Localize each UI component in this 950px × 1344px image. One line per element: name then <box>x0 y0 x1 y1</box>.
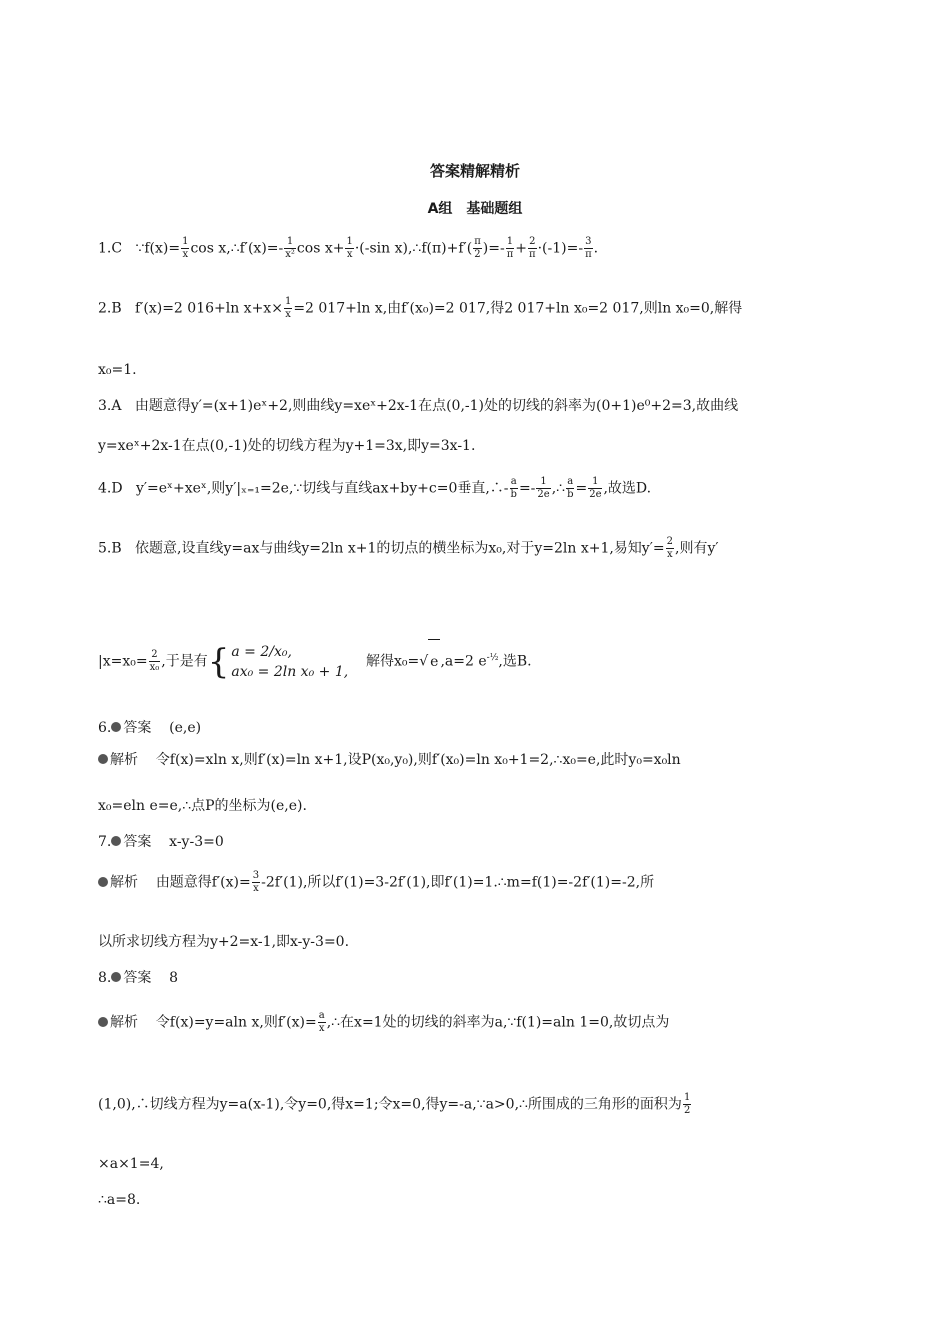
answer-8-line-4: ∴a=8. <box>98 1192 141 1208</box>
text: ,则有y′ <box>675 540 719 557</box>
analysis-icon <box>98 754 108 764</box>
fraction: $\frac{2}{\text{x₀}}$ <box>149 649 160 674</box>
answer-6 <box>98 718 858 738</box>
answer-3 <box>98 396 858 416</box>
answer-value: x-y-3=0 <box>169 834 224 850</box>
fraction: $\frac{1}{x}$ <box>346 236 353 260</box>
answer-number: 5.B <box>98 540 122 557</box>
answer-number: 6. <box>98 720 112 736</box>
answer-8-line-3: ×a×1=4, <box>98 1156 164 1172</box>
answer-7 <box>98 832 858 852</box>
answer-number: 4.D <box>98 480 123 497</box>
fraction: $\frac{2}{\pi}$ <box>529 236 536 260</box>
answer-2 <box>98 296 858 321</box>
equation: a = 2/x₀, <box>231 643 292 660</box>
sqrt-symbol: √ <box>419 653 429 670</box>
base-e: e <box>478 653 487 670</box>
answer-number: 7. <box>98 834 112 850</box>
answer-6-line-2: x₀=eln e=e,∴点P的坐标为(e,e). <box>98 798 307 814</box>
text: ,故选D. <box>603 480 652 497</box>
text: ,∴在x=1处的切线的斜率为a,∵f(1)=aln 1=0,故切点为 <box>326 1014 670 1031</box>
answer-4 <box>98 476 858 501</box>
equation-system <box>231 642 348 682</box>
fraction: $\frac{1}{2}$ <box>683 1092 691 1116</box>
text: ·(-sin x),∴f(π)+f′ <box>354 240 467 257</box>
fraction: $\frac{3}{\pi}$ <box>585 236 592 260</box>
text: . <box>593 240 599 257</box>
text: 解得x₀= <box>366 653 420 670</box>
equation: ax₀ = 2ln x₀ + 1, <box>231 663 349 680</box>
fraction: $\frac{2}{x}$ <box>666 536 673 560</box>
text: (1,0),∴切线方程为y=a(x-1),令y=0,得x=1;令x=0,得y=-a,∵a>0,∴所围成的三角形的面积为 <box>98 1096 682 1113</box>
text: + <box>515 240 528 257</box>
fraction: $\frac{a}{x}$ <box>318 1010 325 1034</box>
sqrt-value: e <box>428 639 440 684</box>
text: 由题意得f′(x)= <box>155 874 251 891</box>
answer-icon <box>111 836 121 846</box>
answer-7-line-2: 以所求切线方程为y+2=x-1,即x-y-3=0. <box>98 934 350 950</box>
fraction: $\frac{1}{\text{x²}}$ <box>285 236 295 260</box>
analysis-label: 解析 <box>110 752 138 768</box>
answer-5-line-2 <box>98 636 858 686</box>
text: ,选B. <box>498 653 532 670</box>
fraction: $\frac{3}{x}$ <box>252 870 260 894</box>
fraction: $\frac{a}{b}$ <box>567 476 574 500</box>
text: -2f′(1),所以f′(1)=3-2f′(1),即f′(1)=1.∴m=f(1)=-2f′(1)=-2,所 <box>261 874 655 891</box>
fraction: $\frac{1}{x}$ <box>182 236 189 260</box>
text: y′=eˣ+xeˣ,则y′|ₓ₌₁=2e,∵切线与直线ax+by+c=0垂直,∴- <box>135 480 509 497</box>
answer-number: 3.A <box>98 398 122 414</box>
text: =- <box>518 480 536 497</box>
answer-number: 2.B <box>98 300 122 317</box>
answer-7-analysis <box>98 870 858 895</box>
text: f′(x)=2 016+ln x+x× <box>135 300 283 317</box>
text: cos x,∴f′(x)=- <box>190 240 284 257</box>
text: 令f(x)=y=aln x,则f′(x)= <box>155 1014 317 1031</box>
fraction: $\frac{a}{b}$ <box>510 476 517 500</box>
brace: { <box>207 641 230 682</box>
text: ,a=2 <box>440 653 474 670</box>
text: =- <box>488 240 505 257</box>
analysis-icon <box>98 1017 108 1027</box>
answer-2-line-2: x₀=1. <box>98 362 137 378</box>
answer-value: 8 <box>169 970 179 986</box>
exponent: -½ <box>486 653 499 663</box>
fraction: $\frac{1}{x}$ <box>284 296 292 320</box>
answer-label: 答案 <box>123 970 152 986</box>
analysis-label: 解析 <box>110 874 138 891</box>
answer-value: (e,e) <box>169 720 202 736</box>
text: cos x+ <box>296 240 345 257</box>
fraction: $\frac{\pi}{2}$ <box>474 236 481 260</box>
fraction: $\frac{1}{\pi}$ <box>506 236 514 260</box>
text: = <box>575 480 588 497</box>
analysis-label: 解析 <box>110 1014 138 1031</box>
answer-8-analysis <box>98 1010 858 1035</box>
section-title: A组 基础题组 <box>427 201 523 217</box>
text: ,∴ <box>551 480 566 497</box>
fraction: $\frac{1}{2e}$ <box>537 476 550 500</box>
answer-8-line-2 <box>98 1092 858 1117</box>
answer-1: 1.C ∵f(x)= $\frac{1}{x}$ cos x,∴f′(x)=- $\frac{1}{\text{x²}}$ cos x+ $\frac{1}{x}$ ·(-sin x),∴f(π)+f′( $\frac{\pi}{2}$ )=- $\frac{1}{\pi}$ + $\frac{2}{\pi}$ ·(-1)=- $\frac{3}{\pi}$ . <box>98 236 599 260</box>
answer-label: 答案 <box>123 720 152 736</box>
text: |x=x₀= <box>98 653 148 670</box>
text: =2 017+ln x,由f′(x₀)=2 017,得2 017+ln x₀=2 017,则ln x₀=0,解得 <box>293 300 743 317</box>
text: 依题意,设直线y=ax与曲线y=2ln x+1的切点的横坐标为x₀,对于y=2ln x+1,易知y′= <box>135 540 665 557</box>
page-title: 答案精解精析 <box>429 162 520 180</box>
answer-number: 8. <box>98 970 112 986</box>
fraction: $\frac{1}{2e}$ <box>589 476 602 500</box>
text: 由题意得y′=(x+1)eˣ+2,则曲线y=xeˣ+2x-1在点(0,-1)处的切线的斜率为(0+1)e⁰+2=3,故曲线 <box>134 398 739 414</box>
answer-icon <box>111 972 121 982</box>
answer-icon <box>111 722 121 732</box>
text: 令f(x)=xln x,则f′(x)=ln x+1,设P(x₀,y₀),则f′(x₀)=ln x₀+1=2,∴x₀=e,此时y₀=x₀ln <box>155 752 681 768</box>
answer-6-analysis <box>98 750 858 770</box>
answer-5 <box>98 536 858 561</box>
answer-number: 1.C <box>98 240 123 257</box>
answer-label: 答案 <box>123 834 152 850</box>
answer-8 <box>98 968 858 988</box>
text: ,于是有 <box>161 653 208 670</box>
answer-3-line-2: y=xeˣ+2x-1在点(0,-1)处的切线方程为y+1=3x,即y=3x-1. <box>98 438 476 454</box>
text: ∵f(x)= <box>135 240 181 257</box>
analysis-icon <box>98 877 108 887</box>
text: ·(-1)=- <box>537 240 584 257</box>
